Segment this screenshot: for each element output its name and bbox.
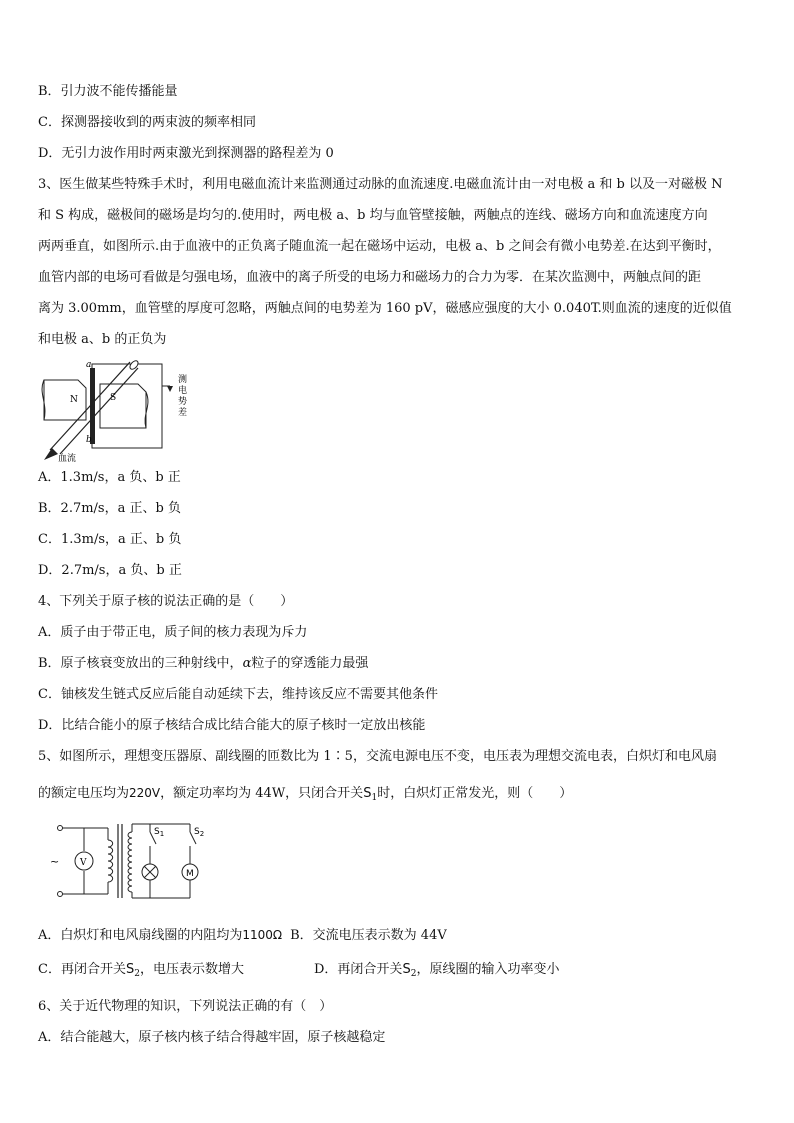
- label-a: a: [86, 360, 92, 370]
- q2-option-c: C．探测器接收到的两束波的频率相同: [38, 115, 256, 130]
- ac-source-label: ~: [50, 855, 60, 868]
- q3-stem-line-6: 和电极 a、b 的正负为: [38, 332, 167, 347]
- label-b: b: [86, 435, 92, 445]
- q5-stem-line-2: [38, 784, 572, 807]
- q2-option-d: D．无引力波作用时两束激光到探测器的路程差为 0: [38, 146, 334, 161]
- q4-option-a: A．质子由于带正电，质子间的核力表现为斥力: [38, 625, 308, 640]
- voltmeter-label: V: [80, 858, 87, 868]
- q3-stem-line-3: 两两垂直，如图所示.由于血液中的正负离子随血流一起在磁场中运动，电极 a、b 之间会有微小电势差.在达到平衡时，: [38, 239, 721, 254]
- q5-option-a-value: 1100Ω: [242, 928, 283, 942]
- q6-option-a: A．结合能越大，原子核内核子结合得越牢固，原子核越稳定: [38, 1030, 386, 1045]
- q5-switch-s-sub: 1: [371, 793, 378, 803]
- q4-option-c: C．铀核发生链式反应后能自动延续下去，维持该反应不需要其他条件: [38, 687, 438, 702]
- q4-option-b-pre: B．原子核衰变放出的三种射线中，: [38, 656, 243, 671]
- label-measure-1: 测: [178, 375, 188, 385]
- label-s1: $S_1$: [154, 827, 165, 838]
- label-measure-3: 势: [178, 397, 188, 407]
- q5-option-c-sub: 2: [134, 969, 140, 979]
- secondary-coil: [128, 832, 132, 892]
- q3-stem-line-2: 和 S 构成，磁极间的磁场是均匀的.使用时，两电极 a、b 均与血管壁接触，两触点的连线、磁场方向和血流速度方向: [38, 208, 708, 223]
- motor-label: M: [186, 869, 194, 879]
- label-measure-4: 差: [178, 408, 188, 418]
- q5-option-a-pre: A．白炽灯和电风扇线圈的内阻均为: [38, 928, 243, 943]
- measure-arrow-icon: [167, 386, 173, 392]
- q4-stem: 4、下列关于原子核的说法正确的是（ ）: [38, 594, 294, 609]
- q5-line2-pre: 的额定电压均为: [38, 786, 130, 801]
- q5-option-b: B．交流电压表示数为 44V: [290, 928, 447, 943]
- q5-option-d-pre: D．再闭合开关: [314, 962, 403, 977]
- q5-option-c-pre: C．再闭合开关: [38, 962, 126, 977]
- q5-option-c-s: S: [125, 962, 135, 977]
- q3-option-a: A．1.3m/s，a 负、b 正: [38, 470, 181, 485]
- q3-stem-line-1: 3、医生做某些特殊手术时，利用电磁血流计来监测通过动脉的血流速度.电磁血流计由一对电极 a 和 b 以及一对磁极 N: [38, 177, 723, 192]
- q5-stem-line-1: 5、如图所示，理想变压器原、副线圈的匝数比为 1∶5，交流电源电压不变，电压表为理想交流电表，白炽灯和电风扇: [38, 749, 717, 764]
- q5-option-d-sub: 2: [410, 969, 417, 979]
- q3-option-c: C．1.3m/s，a 正、b 负: [38, 532, 182, 547]
- q5-option-d-post: ，原线圈的输入功率变小: [416, 962, 560, 977]
- q3-option-b: B．2.7m/s，a 正、b 负: [38, 501, 181, 516]
- n-pole-block: [44, 380, 86, 420]
- q4-option-b: [38, 655, 368, 673]
- q4-option-d: D．比结合能小的原子核结合成比结合能大的原子核时一定放出核能: [38, 718, 426, 733]
- q5-option-d: [314, 961, 559, 983]
- q5-option-a-b: [38, 926, 447, 945]
- label-n: N: [70, 395, 78, 405]
- q2-option-b: B．引力波不能传播能量: [38, 84, 178, 99]
- q5-switch-s: S: [363, 786, 372, 801]
- primary-coil: [108, 840, 113, 882]
- q5-line2-mid: ，额定功率均为 44W，只闭合开关: [160, 786, 364, 801]
- label-s: S: [110, 393, 117, 403]
- flowmeter-figure: [38, 358, 198, 463]
- label-measure-2: 电: [178, 386, 188, 396]
- q5-option-c: [38, 961, 244, 983]
- q5-option-c-post: ，电压表示数增大: [139, 962, 244, 977]
- q3-option-d: D．2.7m/s，a 负、b 正: [38, 563, 182, 578]
- terminal-bottom: [58, 892, 63, 897]
- q3-stem-line-5: 离为 3.00mm，血管壁的厚度可忽略，两触点间的电势差为 160 pV，磁感应强度的大小 0.040T.则血流的速度的近似值: [38, 301, 732, 316]
- transformer-figure: [48, 818, 218, 908]
- alpha-symbol: α: [242, 656, 252, 671]
- s-pole-block: [100, 384, 146, 428]
- q4-option-b-post: 粒子的穿透能力最强: [251, 656, 369, 671]
- label-blood-flow: 血流: [58, 454, 77, 463]
- q5-rated-voltage: 220V: [129, 786, 161, 800]
- q5-line2-post: 时，白炽灯正常发光，则（ ）: [377, 786, 573, 801]
- q3-stem-line-4: 血管内部的电场可看做是匀强电场，血液中的离子所受的电场力和磁场力的合力为零．在某次监测中，两触点间的距: [38, 270, 702, 285]
- label-s2: $S_2$: [194, 827, 205, 838]
- terminal-top: [58, 826, 63, 831]
- flow-arrow-icon: [44, 448, 58, 460]
- q5-option-d-s: S: [402, 962, 411, 977]
- q6-stem: 6、关于近代物理的知识，下列说法正确的有（ ）: [38, 999, 333, 1014]
